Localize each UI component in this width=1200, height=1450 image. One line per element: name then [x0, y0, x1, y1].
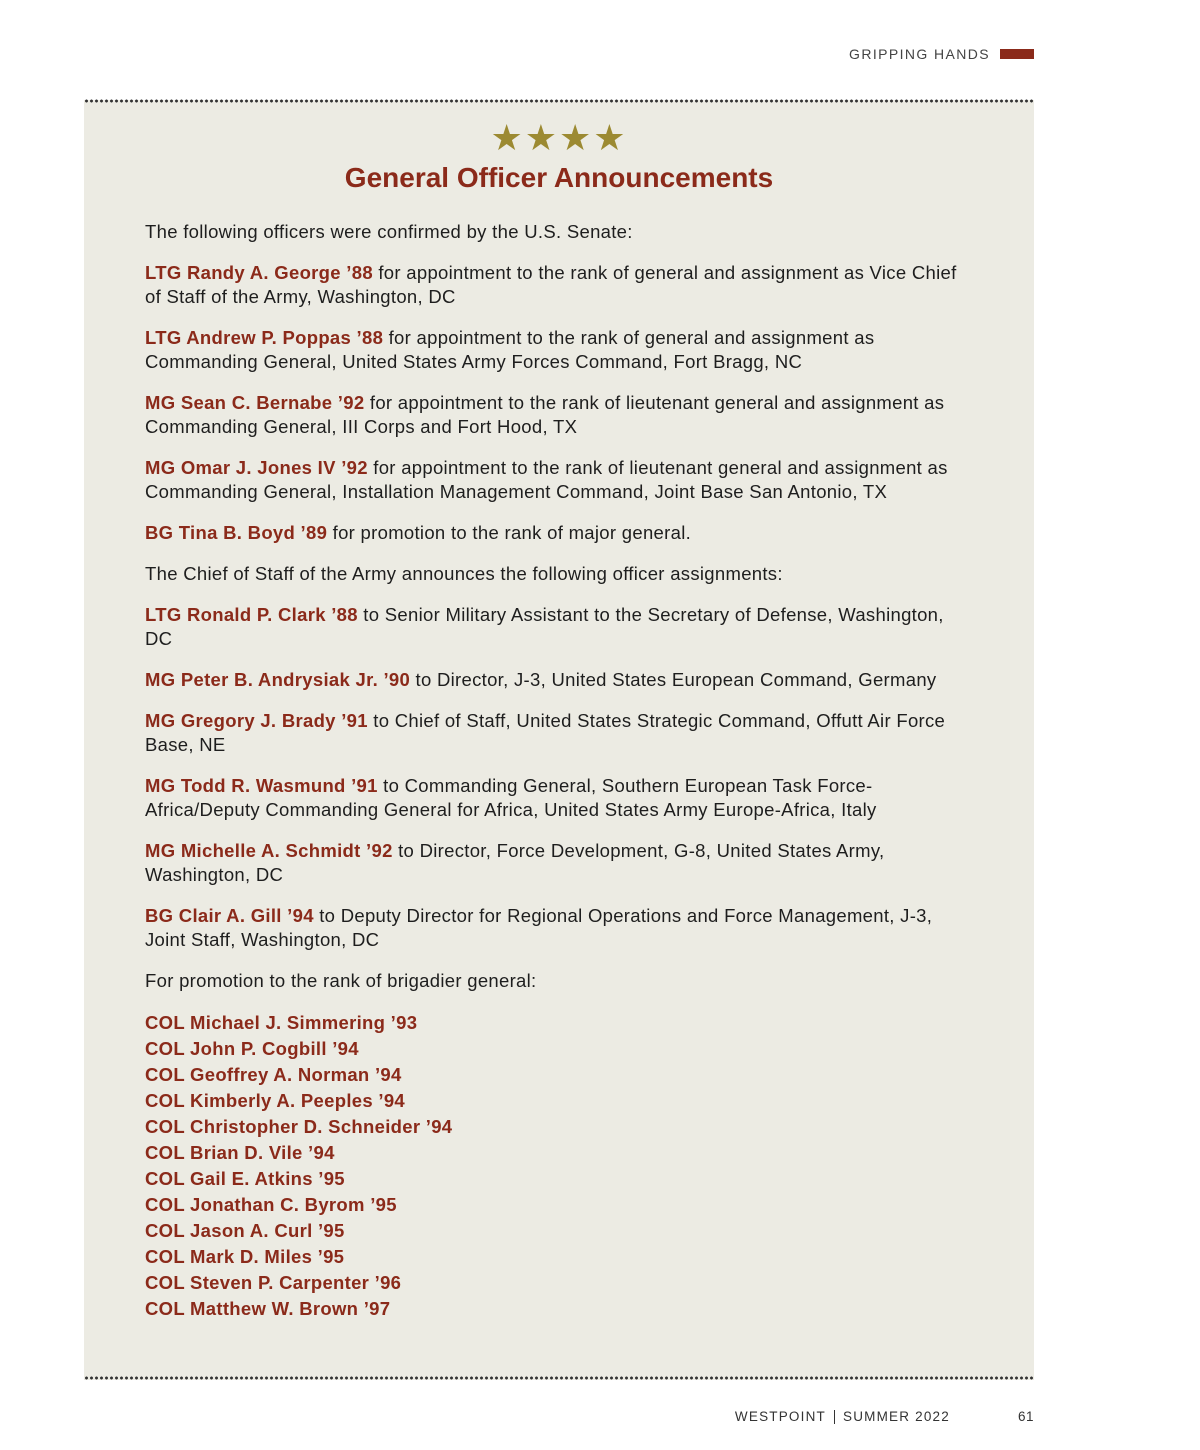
assignments-intro: The Chief of Staff of the Army announces the following officer assignments: [145, 563, 783, 584]
entry-text: for promotion to the rank of major general. [327, 522, 692, 543]
entry-text: to Director, J-3, United States European Command, Germany [410, 669, 937, 690]
senate-entry [145, 456, 975, 504]
running-head [849, 46, 1034, 62]
senate-entry [145, 521, 975, 545]
officer-name: BG Clair A. Gill ’94 [145, 905, 314, 926]
promotion-list [145, 1010, 975, 1322]
entry-text: to Deputy Director for Regional Operations and Force Management, J-3, Joint Staff, Washington, DC [145, 905, 933, 950]
list-item: COL Jonathan C. Byrom ’95 [145, 1194, 397, 1215]
announcement-body [145, 220, 975, 1322]
entry-text: for appointment to the rank of general and assignment as Vice Chief of Staff of the Army, Washington, DC [145, 262, 957, 307]
officer-name: MG Gregory J. Brady ’91 [145, 710, 368, 731]
list-item: COL Brian D. Vile ’94 [145, 1142, 335, 1163]
list-item: COL Mark D. Miles ’95 [145, 1246, 345, 1267]
page-footer [735, 1409, 1034, 1424]
officer-name: MG Peter B. Andrysiak Jr. ’90 [145, 669, 411, 690]
entry-text: to Chief of Staff, United States Strategic Command, Offutt Air Force Base, NE [145, 710, 946, 755]
assignment-entry [145, 709, 975, 757]
list-item: COL Gail E. Atkins ’95 [145, 1168, 345, 1189]
publication-name: WESTPOINT [734, 1409, 826, 1424]
officer-name: BG Tina B. Boyd ’89 [145, 522, 328, 543]
four-stars-icon: ★★★★ [490, 117, 628, 158]
assignment-entry [145, 668, 975, 692]
page-title: General Officer Announcements [344, 162, 774, 193]
officer-name: MG Michelle A. Schmidt ’92 [145, 840, 393, 861]
officer-name: MG Omar J. Jones IV ’92 [145, 457, 368, 478]
list-item: COL Michael J. Simmering ’93 [145, 1012, 418, 1033]
assignment-entry [145, 839, 975, 887]
promotion-intro: For promotion to the rank of brigadier general: [145, 970, 537, 991]
senate-entry [145, 391, 975, 439]
assignment-entry [145, 904, 975, 952]
entry-text: to Commanding General, Southern European Task Force-Africa/Deputy Commanding General for Africa, United States Army Europe-Africa, Italy [145, 775, 877, 820]
entry-text: for appointment to the rank of general and assignment as Commanding General, United States Army Forces Command, Fort Bragg, NC [145, 327, 875, 372]
entry-text: to Senior Military Assistant to the Secretary of Defense, Washington, DC [145, 604, 944, 649]
officer-name: LTG Andrew P. Poppas ’88 [145, 327, 384, 348]
senate-entry [145, 326, 975, 374]
officer-name: LTG Randy A. George ’88 [145, 262, 373, 283]
dotted-rule-top [84, 99, 1034, 103]
list-item: COL Steven P. Carpenter ’96 [145, 1272, 402, 1293]
page-number: 61 [1017, 1409, 1034, 1424]
dotted-rule-bottom [84, 1376, 1034, 1380]
footer-divider [834, 1410, 835, 1424]
issue-label: SUMMER 2022 [842, 1409, 950, 1424]
officer-name: LTG Ronald P. Clark ’88 [145, 604, 358, 625]
list-item: COL Jason A. Curl ’95 [145, 1220, 345, 1241]
entry-text: for appointment to the rank of lieutenant general and assignment as Commanding General, III Corps and Fort Hood, TX [145, 392, 945, 437]
senate-entry [145, 261, 975, 309]
list-item: COL Matthew W. Brown ’97 [145, 1298, 391, 1319]
officer-name: MG Todd R. Wasmund ’91 [145, 775, 378, 796]
entry-text: to Director, Force Development, G-8, United States Army, Washington, DC [145, 840, 885, 885]
officer-name: MG Sean C. Bernabe ’92 [145, 392, 365, 413]
assignment-entry [145, 603, 975, 651]
section-color-bar [1000, 49, 1034, 59]
entry-text: for appointment to the rank of lieutenant general and assignment as Commanding General, Installation Management Command, Joint Base San Antonio, TX [145, 457, 948, 502]
list-item: COL John P. Cogbill ’94 [145, 1038, 359, 1059]
senate-intro: The following officers were confirmed by the U.S. Senate: [145, 221, 633, 242]
list-item: COL Geoffrey A. Norman ’94 [145, 1064, 402, 1085]
list-item: COL Kimberly A. Peeples ’94 [145, 1090, 406, 1111]
section-label: GRIPPING HANDS [849, 46, 990, 62]
list-item: COL Christopher D. Schneider ’94 [145, 1116, 453, 1137]
assignment-entry [145, 774, 975, 822]
